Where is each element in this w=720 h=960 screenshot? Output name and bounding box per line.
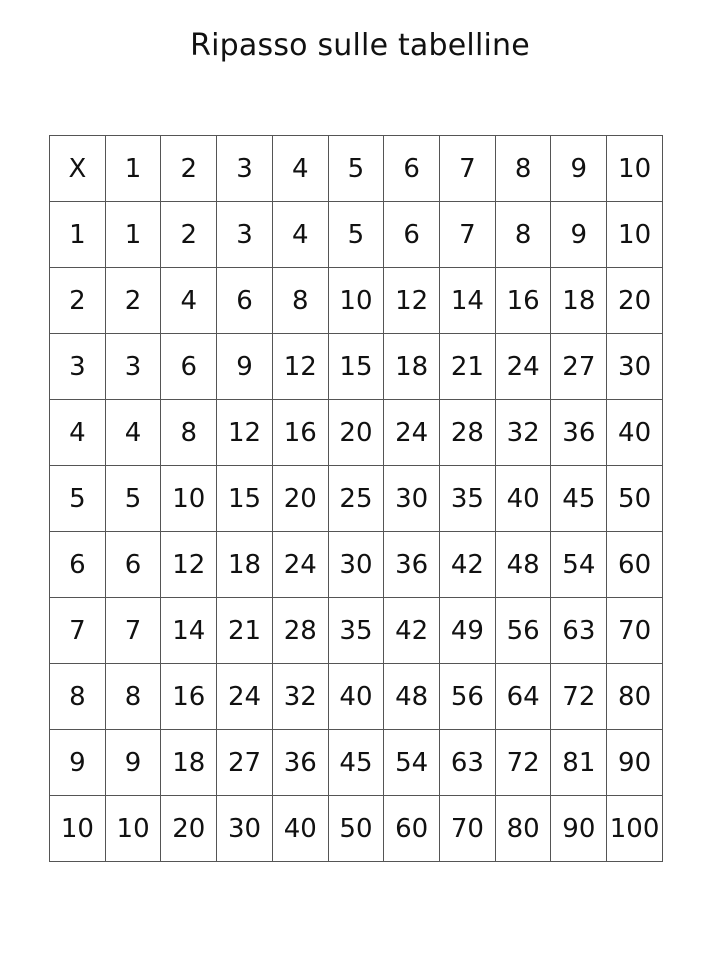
table-cell: 30 xyxy=(328,532,384,598)
column-header-cell: 9 xyxy=(551,136,607,202)
table-cell: 72 xyxy=(551,664,607,730)
table-cell: 8 xyxy=(272,268,328,334)
table-cell: 12 xyxy=(217,400,273,466)
table-cell: 3 xyxy=(217,202,273,268)
table-cell: 40 xyxy=(272,796,328,862)
table-cell: 21 xyxy=(217,598,273,664)
table-cell: 40 xyxy=(328,664,384,730)
table-cell: 63 xyxy=(440,730,496,796)
table-cell: 35 xyxy=(328,598,384,664)
table-cell: 5 xyxy=(105,466,161,532)
table-cell: 50 xyxy=(607,466,663,532)
row-header-cell: 1 xyxy=(50,202,106,268)
table-cell: 54 xyxy=(551,532,607,598)
table-cell: 10 xyxy=(105,796,161,862)
table-cell: 7 xyxy=(105,598,161,664)
table-cell: 18 xyxy=(384,334,440,400)
row-header-cell: 2 xyxy=(50,268,106,334)
table-cell: 10 xyxy=(607,202,663,268)
table-cell: 40 xyxy=(607,400,663,466)
table-cell: 1 xyxy=(105,202,161,268)
table-cell: 24 xyxy=(495,334,551,400)
table-cell: 60 xyxy=(384,796,440,862)
row-header-cell: 4 xyxy=(50,400,106,466)
column-header-cell: 8 xyxy=(495,136,551,202)
table-cell: 30 xyxy=(384,466,440,532)
table-row xyxy=(50,664,663,730)
table-cell: 15 xyxy=(217,466,273,532)
table-row xyxy=(50,334,663,400)
table-cell: 18 xyxy=(161,730,217,796)
table-cell: 50 xyxy=(328,796,384,862)
table-cell: 42 xyxy=(440,532,496,598)
table-row xyxy=(50,532,663,598)
table-cell: 6 xyxy=(217,268,273,334)
table-header-row xyxy=(50,136,663,202)
table-cell: 5 xyxy=(328,202,384,268)
table-cell: 45 xyxy=(551,466,607,532)
table-cell: 24 xyxy=(272,532,328,598)
table-cell: 4 xyxy=(105,400,161,466)
table-cell: 2 xyxy=(161,202,217,268)
row-header-cell: 6 xyxy=(50,532,106,598)
table-cell: 32 xyxy=(272,664,328,730)
table-cell: 80 xyxy=(495,796,551,862)
table-cell: 9 xyxy=(217,334,273,400)
table-cell: 64 xyxy=(495,664,551,730)
table-cell: 90 xyxy=(607,730,663,796)
table-cell: 16 xyxy=(495,268,551,334)
table-cell: 6 xyxy=(161,334,217,400)
table-cell: 9 xyxy=(551,202,607,268)
table-cell: 18 xyxy=(217,532,273,598)
table-cell: 30 xyxy=(217,796,273,862)
table-cell: 24 xyxy=(384,400,440,466)
table-cell: 80 xyxy=(607,664,663,730)
table-cell: 6 xyxy=(384,202,440,268)
table-cell: 14 xyxy=(161,598,217,664)
table-cell: 32 xyxy=(495,400,551,466)
table-cell: 72 xyxy=(495,730,551,796)
table-cell: 30 xyxy=(607,334,663,400)
table-cell: 48 xyxy=(384,664,440,730)
table-cell: 16 xyxy=(161,664,217,730)
table-cell: 70 xyxy=(440,796,496,862)
column-header-cell: 6 xyxy=(384,136,440,202)
table-cell: 54 xyxy=(384,730,440,796)
row-header-cell: 8 xyxy=(50,664,106,730)
table-cell: 7 xyxy=(440,202,496,268)
multiplication-table xyxy=(49,135,663,862)
table-cell: 25 xyxy=(328,466,384,532)
table-cell: 70 xyxy=(607,598,663,664)
row-header-cell: 9 xyxy=(50,730,106,796)
table-cell: 42 xyxy=(384,598,440,664)
table-cell: 16 xyxy=(272,400,328,466)
table-cell: 12 xyxy=(161,532,217,598)
table-cell: 18 xyxy=(551,268,607,334)
table-cell: 28 xyxy=(440,400,496,466)
column-header-cell: 2 xyxy=(161,136,217,202)
table-cell: 20 xyxy=(328,400,384,466)
column-header-cell: 10 xyxy=(607,136,663,202)
table-cell: 2 xyxy=(105,268,161,334)
table-cell: 56 xyxy=(440,664,496,730)
table-cell: 8 xyxy=(105,664,161,730)
table-cell: 36 xyxy=(551,400,607,466)
table-cell: 24 xyxy=(217,664,273,730)
table-cell: 81 xyxy=(551,730,607,796)
table-cell: 27 xyxy=(551,334,607,400)
table-cell: 12 xyxy=(272,334,328,400)
table-cell: 36 xyxy=(272,730,328,796)
column-header-cell: 3 xyxy=(217,136,273,202)
table-cell: 35 xyxy=(440,466,496,532)
table-cell: 14 xyxy=(440,268,496,334)
table-cell: 28 xyxy=(272,598,328,664)
row-header-cell: 5 xyxy=(50,466,106,532)
table-row xyxy=(50,400,663,466)
table-cell: 20 xyxy=(161,796,217,862)
table-cell: 6 xyxy=(105,532,161,598)
row-header-cell: 3 xyxy=(50,334,106,400)
table-cell: 56 xyxy=(495,598,551,664)
table-cell: 48 xyxy=(495,532,551,598)
column-header-cell: 1 xyxy=(105,136,161,202)
table-row xyxy=(50,268,663,334)
table-row xyxy=(50,466,663,532)
row-header-cell: 7 xyxy=(50,598,106,664)
column-header-cell: 4 xyxy=(272,136,328,202)
table-row xyxy=(50,730,663,796)
table-cell: 4 xyxy=(272,202,328,268)
table-cell: 49 xyxy=(440,598,496,664)
table-cell: 12 xyxy=(384,268,440,334)
table-cell: 27 xyxy=(217,730,273,796)
table-cell: 10 xyxy=(161,466,217,532)
table-cell: 60 xyxy=(607,532,663,598)
row-header-cell: 10 xyxy=(50,796,106,862)
table-cell: 100 xyxy=(607,796,663,862)
table-cell: 9 xyxy=(105,730,161,796)
table-row xyxy=(50,796,663,862)
table-cell: 63 xyxy=(551,598,607,664)
table-corner-cell: X xyxy=(50,136,106,202)
table-cell: 20 xyxy=(272,466,328,532)
table-cell: 45 xyxy=(328,730,384,796)
table-cell: 8 xyxy=(161,400,217,466)
table-cell: 15 xyxy=(328,334,384,400)
table-cell: 10 xyxy=(328,268,384,334)
column-header-cell: 7 xyxy=(440,136,496,202)
table-row xyxy=(50,202,663,268)
table-cell: 40 xyxy=(495,466,551,532)
table-cell: 90 xyxy=(551,796,607,862)
column-header-cell: 5 xyxy=(328,136,384,202)
table-row xyxy=(50,598,663,664)
table-cell: 3 xyxy=(105,334,161,400)
table-cell: 4 xyxy=(161,268,217,334)
table-cell: 21 xyxy=(440,334,496,400)
table-cell: 8 xyxy=(495,202,551,268)
table-cell: 20 xyxy=(607,268,663,334)
multiplication-table-wrapper xyxy=(49,135,663,850)
table-cell: 36 xyxy=(384,532,440,598)
worksheet-title: Ripasso sulle tabelline xyxy=(190,28,530,63)
